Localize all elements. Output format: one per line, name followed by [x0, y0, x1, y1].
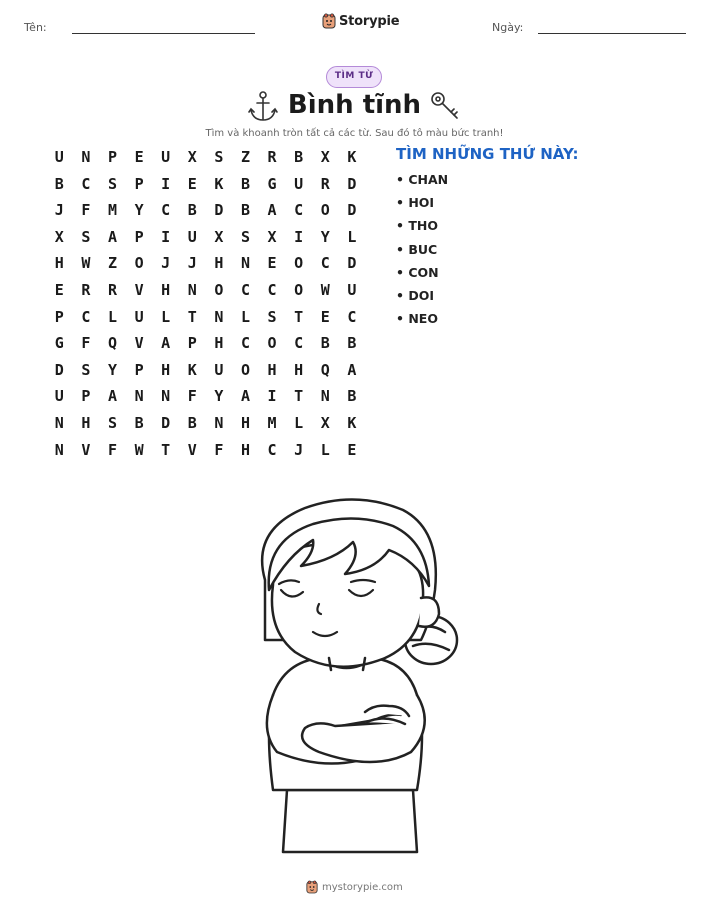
- key-icon: [429, 90, 463, 122]
- grid-row: [46, 254, 365, 281]
- grid-letter[interactable]: L: [240, 307, 250, 326]
- grid-letter[interactable]: C: [320, 254, 330, 273]
- grid-letter[interactable]: P: [107, 148, 117, 166]
- grid-letter[interactable]: K: [347, 413, 357, 432]
- word-search-grid[interactable]: [46, 148, 365, 467]
- grid-letter[interactable]: M: [267, 413, 277, 432]
- grid-letter[interactable]: N: [54, 413, 64, 432]
- grid-letter[interactable]: A: [107, 387, 117, 406]
- grid-letter[interactable]: S: [214, 148, 224, 166]
- grid-letter[interactable]: N: [161, 387, 171, 406]
- grid-row: [46, 175, 365, 202]
- word-list-item: • HOI: [396, 195, 435, 211]
- grid-letter[interactable]: A: [240, 387, 250, 406]
- grid-letter[interactable]: D: [214, 201, 224, 220]
- activity-badge: TÌM TỪ: [326, 66, 382, 88]
- grid-letter[interactable]: W: [81, 254, 91, 273]
- word-list: [396, 172, 448, 334]
- grid-letter[interactable]: I: [161, 227, 171, 246]
- grid-letter[interactable]: O: [294, 280, 304, 299]
- grid-letter[interactable]: N: [214, 413, 224, 432]
- grid-letter[interactable]: N: [134, 387, 144, 406]
- grid-letter[interactable]: U: [347, 280, 357, 299]
- grid-letter[interactable]: C: [81, 307, 91, 326]
- grid-letter[interactable]: O: [320, 201, 330, 220]
- grid-letter[interactable]: V: [134, 334, 144, 353]
- grid-letter[interactable]: D: [54, 360, 64, 379]
- grid-letter[interactable]: B: [187, 201, 197, 220]
- grid-letter[interactable]: W: [320, 280, 330, 299]
- grid-letter[interactable]: B: [347, 387, 357, 406]
- grid-letter[interactable]: D: [347, 201, 357, 220]
- grid-letter[interactable]: N: [214, 307, 224, 326]
- grid-letter[interactable]: H: [214, 334, 224, 353]
- grid-letter[interactable]: F: [107, 440, 117, 459]
- grid-letter[interactable]: C: [294, 201, 304, 220]
- grid-letter[interactable]: H: [214, 254, 224, 273]
- grid-letter[interactable]: U: [214, 360, 224, 379]
- grid-letter[interactable]: B: [54, 174, 64, 193]
- grid-letter[interactable]: T: [161, 440, 171, 459]
- grid-letter[interactable]: Q: [107, 334, 117, 353]
- grid-letter[interactable]: O: [294, 254, 304, 273]
- grid-letter[interactable]: D: [161, 413, 171, 432]
- word-list-item: • BUC: [396, 241, 438, 257]
- grid-letter[interactable]: T: [187, 307, 197, 326]
- grid-letter[interactable]: O: [134, 254, 144, 273]
- grid-letter[interactable]: E: [187, 174, 197, 193]
- grid-letter[interactable]: X: [187, 148, 197, 166]
- word-list-item: • CON: [396, 264, 439, 280]
- grid-row: [46, 148, 365, 175]
- brand-name: Storypie: [339, 13, 400, 29]
- instructions: Tìm và khoanh tròn tất cả các từ. Sau đó tô màu bức tranh!: [205, 128, 504, 139]
- storypie-logo-icon: [306, 880, 318, 894]
- grid-letter[interactable]: P: [54, 307, 64, 326]
- grid-letter[interactable]: J: [54, 201, 64, 220]
- grid-letter[interactable]: U: [187, 227, 197, 246]
- grid-letter[interactable]: C: [347, 307, 357, 326]
- grid-letter[interactable]: V: [134, 280, 144, 299]
- grid-letter[interactable]: S: [107, 174, 117, 193]
- girl-coloring-illustration[interactable]: [225, 490, 465, 860]
- grid-letter[interactable]: O: [267, 334, 277, 353]
- grid-letter[interactable]: H: [161, 280, 171, 299]
- name-line[interactable]: [72, 33, 255, 34]
- grid-letter[interactable]: S: [81, 227, 91, 246]
- grid-letter[interactable]: B: [240, 174, 250, 193]
- grid-letter[interactable]: S: [107, 413, 117, 432]
- grid-letter[interactable]: G: [54, 334, 64, 353]
- grid-letter[interactable]: A: [347, 360, 357, 379]
- grid-letter[interactable]: E: [320, 307, 330, 326]
- grid-letter[interactable]: R: [81, 280, 91, 299]
- grid-letter[interactable]: Z: [240, 148, 250, 166]
- grid-letter[interactable]: I: [161, 174, 171, 193]
- grid-letter[interactable]: U: [54, 148, 64, 166]
- page-title: Bình tĩnh: [287, 90, 422, 120]
- word-list-item: • NEO: [396, 311, 438, 327]
- grid-letter[interactable]: A: [107, 227, 117, 246]
- grid-letter[interactable]: R: [107, 280, 117, 299]
- grid-letter[interactable]: B: [187, 413, 197, 432]
- footer-url[interactable]: mystorypie.com: [322, 881, 403, 893]
- grid-letter[interactable]: B: [240, 201, 250, 220]
- grid-letter[interactable]: Y: [134, 201, 144, 220]
- grid-letter[interactable]: X: [320, 148, 330, 166]
- grid-letter[interactable]: X: [267, 227, 277, 246]
- grid-letter[interactable]: L: [161, 307, 171, 326]
- word-list-title: TÌM NHỮNG THỨ NÀY:: [396, 145, 579, 163]
- grid-letter[interactable]: A: [161, 334, 171, 353]
- grid-letter[interactable]: R: [267, 148, 277, 166]
- storypie-logo-icon: [322, 13, 336, 29]
- grid-letter[interactable]: N: [240, 254, 250, 273]
- grid-letter[interactable]: D: [347, 174, 357, 193]
- grid-letter[interactable]: F: [81, 201, 91, 220]
- grid-letter[interactable]: H: [161, 360, 171, 379]
- grid-letter[interactable]: N: [320, 387, 330, 406]
- grid-letter[interactable]: X: [320, 413, 330, 432]
- grid-letter[interactable]: W: [134, 440, 144, 459]
- grid-letter[interactable]: L: [107, 307, 117, 326]
- grid-letter[interactable]: P: [81, 387, 91, 406]
- grid-letter[interactable]: V: [187, 440, 197, 459]
- word-list-item: • DOI: [396, 287, 434, 303]
- grid-letter[interactable]: U: [54, 387, 64, 406]
- grid-letter[interactable]: Z: [107, 254, 117, 273]
- date-line[interactable]: [538, 33, 686, 34]
- grid-letter[interactable]: N: [81, 148, 91, 166]
- grid-letter[interactable]: Y: [320, 227, 330, 246]
- grid-letter[interactable]: P: [134, 360, 144, 379]
- grid-letter[interactable]: Y: [107, 360, 117, 379]
- grid-row: [46, 414, 365, 441]
- grid-row: [46, 441, 365, 468]
- grid-letter[interactable]: E: [54, 280, 64, 299]
- grid-letter[interactable]: C: [240, 280, 250, 299]
- grid-letter[interactable]: L: [320, 440, 330, 459]
- grid-letter[interactable]: H: [240, 413, 250, 432]
- grid-letter[interactable]: A: [267, 201, 277, 220]
- grid-letter[interactable]: Q: [320, 360, 330, 379]
- grid-row: [46, 361, 365, 388]
- grid-letter[interactable]: I: [267, 387, 277, 406]
- date-label: Ngày:: [492, 21, 524, 34]
- grid-letter[interactable]: U: [294, 174, 304, 193]
- grid-letter[interactable]: R: [320, 174, 330, 193]
- grid-letter[interactable]: E: [347, 440, 357, 459]
- grid-letter[interactable]: B: [134, 413, 144, 432]
- word-list-item: • THO: [396, 218, 438, 234]
- grid-letter[interactable]: F: [81, 334, 91, 353]
- grid-letter[interactable]: K: [187, 360, 197, 379]
- grid-letter[interactable]: J: [187, 254, 197, 273]
- grid-row: [46, 228, 365, 255]
- grid-letter[interactable]: N: [54, 440, 64, 459]
- grid-letter[interactable]: P: [134, 174, 144, 193]
- grid-letter[interactable]: C: [240, 334, 250, 353]
- storypie-logo: [322, 13, 399, 29]
- grid-letter[interactable]: H: [267, 360, 277, 379]
- grid-letter[interactable]: S: [240, 227, 250, 246]
- grid-letter[interactable]: E: [134, 148, 144, 166]
- grid-letter[interactable]: H: [294, 360, 304, 379]
- name-label: Tên:: [24, 21, 47, 34]
- grid-letter[interactable]: D: [347, 254, 357, 273]
- grid-letter[interactable]: X: [54, 227, 64, 246]
- grid-letter[interactable]: B: [294, 148, 304, 166]
- grid-letter[interactable]: L: [347, 227, 357, 246]
- grid-letter[interactable]: H: [81, 413, 91, 432]
- grid-letter[interactable]: S: [267, 307, 277, 326]
- grid-letter[interactable]: F: [187, 387, 197, 406]
- grid-letter[interactable]: C: [267, 440, 277, 459]
- grid-letter[interactable]: O: [214, 280, 224, 299]
- grid-letter[interactable]: P: [134, 227, 144, 246]
- grid-letter[interactable]: C: [267, 280, 277, 299]
- word-list-item: • CHAN: [396, 172, 449, 187]
- grid-row: [46, 308, 365, 335]
- grid-row: [46, 201, 365, 228]
- grid-letter[interactable]: N: [187, 280, 197, 299]
- grid-letter[interactable]: F: [214, 440, 224, 459]
- grid-letter[interactable]: L: [294, 413, 304, 432]
- grid-letter[interactable]: M: [107, 201, 117, 220]
- grid-letter[interactable]: X: [214, 227, 224, 246]
- grid-letter[interactable]: U: [134, 307, 144, 326]
- grid-letter[interactable]: T: [294, 387, 304, 406]
- grid-letter[interactable]: E: [267, 254, 277, 273]
- grid-letter[interactable]: H: [54, 254, 64, 273]
- grid-letter[interactable]: C: [81, 174, 91, 193]
- grid-letter[interactable]: V: [81, 440, 91, 459]
- grid-letter[interactable]: C: [294, 334, 304, 353]
- grid-letter[interactable]: P: [187, 334, 197, 353]
- grid-letter[interactable]: K: [214, 174, 224, 193]
- grid-letter[interactable]: B: [320, 334, 330, 353]
- footer: [306, 880, 403, 894]
- grid-row: [46, 334, 365, 361]
- grid-letter[interactable]: U: [161, 148, 171, 166]
- grid-letter[interactable]: G: [267, 174, 277, 193]
- grid-letter[interactable]: O: [240, 360, 250, 379]
- grid-letter[interactable]: I: [294, 227, 304, 246]
- grid-letter[interactable]: Y: [214, 387, 224, 406]
- grid-letter[interactable]: J: [161, 254, 171, 273]
- grid-letter[interactable]: S: [81, 360, 91, 379]
- grid-row: [46, 281, 365, 308]
- grid-letter[interactable]: H: [240, 440, 250, 459]
- grid-row: [46, 387, 365, 414]
- grid-letter[interactable]: J: [294, 440, 304, 459]
- grid-letter[interactable]: B: [347, 334, 357, 353]
- grid-letter[interactable]: K: [347, 148, 357, 166]
- grid-letter[interactable]: T: [294, 307, 304, 326]
- grid-letter[interactable]: C: [161, 201, 171, 220]
